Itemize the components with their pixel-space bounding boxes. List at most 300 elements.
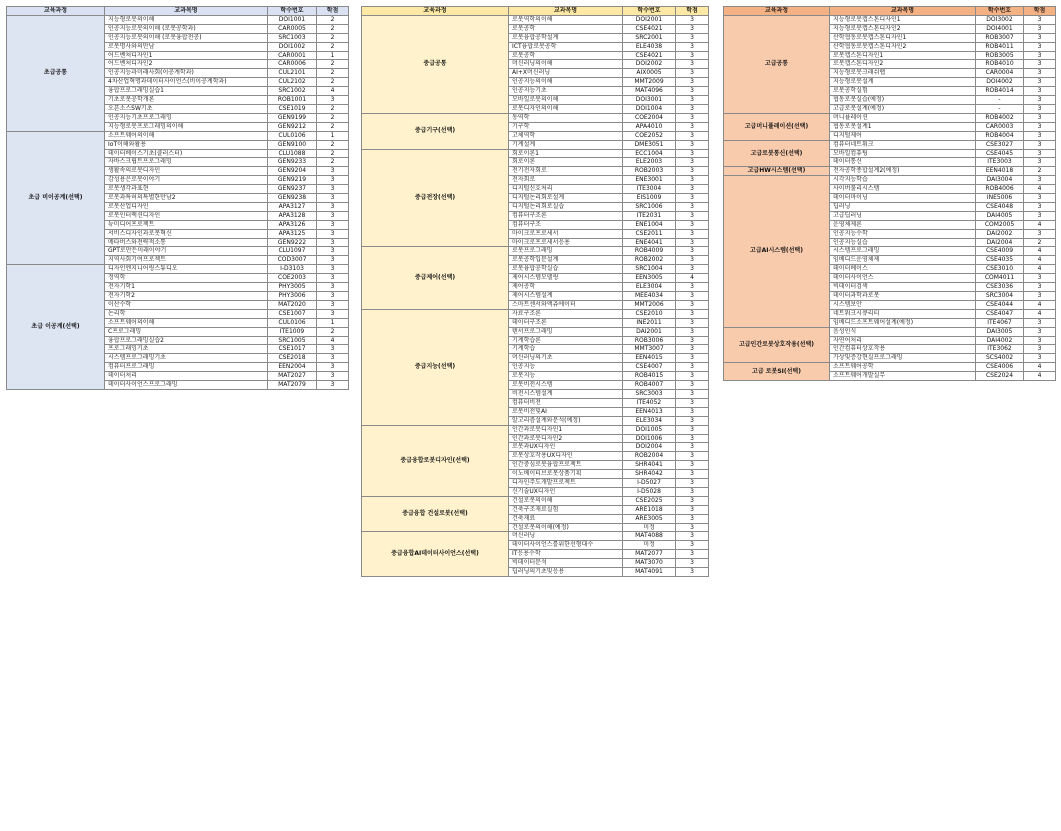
course-code-cell: ARE1018 [623, 505, 676, 514]
course-name-cell: 로봇산업디자인 [105, 202, 268, 211]
course-code-cell: GEN9222 [268, 238, 317, 247]
credit-cell: 3 [676, 149, 709, 158]
course-code-cell: EEN4013 [623, 407, 676, 416]
credit-cell: 3 [676, 300, 709, 309]
course-code-cell: COE2003 [268, 274, 317, 283]
course-code-cell: ROB4002 [976, 113, 1024, 122]
course-name-cell: 로봇역학의이해 [509, 15, 623, 24]
course-name-cell: 데이터베이스기초(클러스터) [105, 149, 268, 158]
course-code-cell: ELE3034 [623, 416, 676, 425]
course-code-cell: EEN4018 [976, 167, 1024, 176]
basic-curriculum-table [6, 6, 349, 390]
course-name-cell: 지능형로봇크래쉬랩 [830, 69, 976, 78]
course-name-cell: 로봇상호작용UX디자인 [509, 452, 623, 461]
course-name-cell: 서비스디자인과로봇혁신 [105, 229, 268, 238]
course-code-cell: SRC1003 [268, 33, 317, 42]
course-name-cell: 어드벤처디자인2 [105, 60, 268, 69]
course-code-cell: DOI2004 [623, 443, 676, 452]
credit-cell: 2 [317, 140, 349, 149]
advanced-curriculum-table [723, 6, 1056, 381]
header-group: 교육과정 [724, 7, 830, 16]
course-name-cell: 로봇과특허의특별한만남2 [105, 194, 268, 203]
course-code-cell: DOI3002 [976, 15, 1024, 24]
credit-cell: 3 [1024, 113, 1056, 122]
course-name-cell: 머신러닝 [509, 532, 623, 541]
group-cell: 중급전장(선택) [362, 149, 509, 247]
course-code-cell: APA3127 [268, 202, 317, 211]
course-name-cell: 시스템프로그래밍기초 [105, 354, 268, 363]
course-code-cell: COD3007 [268, 256, 317, 265]
credit-cell: 3 [676, 24, 709, 33]
course-name-cell: 자바스크립트프로그래밍 [105, 158, 268, 167]
group-cell: 중급융합로봇디자인(선택) [362, 425, 509, 496]
course-name-cell: 지능형로봇캡스톤디자인2 [830, 24, 976, 33]
credit-cell: 3 [317, 300, 349, 309]
credit-cell: 3 [317, 265, 349, 274]
credit-cell: 3 [676, 140, 709, 149]
credit-cell: 2 [317, 113, 349, 122]
course-code-cell: CSE4035 [976, 256, 1024, 265]
credit-cell: 3 [676, 389, 709, 398]
header-name: 교과목명 [509, 7, 623, 16]
course-code-cell: 미정 [623, 541, 676, 550]
course-name-cell: 산학협동로봇캡스톤디자인1 [830, 33, 976, 42]
credit-cell: 3 [676, 470, 709, 479]
course-name-cell: 고체역학 [509, 131, 623, 140]
course-name-cell: 소프트웨어공학 [830, 363, 976, 372]
course-name-cell: 감성용은로봇이야기 [105, 176, 268, 185]
course-name-cell: 회로이론 [509, 158, 623, 167]
credit-cell: 3 [1024, 140, 1056, 149]
course-code-cell: SRC1005 [268, 336, 317, 345]
course-code-cell: ITE1009 [268, 327, 317, 336]
course-name-cell: 사이버물리시스템 [830, 185, 976, 194]
table-row [362, 149, 709, 158]
credit-cell: 3 [317, 292, 349, 301]
table-row [724, 176, 1056, 185]
course-name-cell: 지능형로봇의이해 [105, 15, 268, 24]
course-name-cell: GPT로만든미래이야기 [105, 247, 268, 256]
group-cell: 중급제어(선택) [362, 247, 509, 309]
course-code-cell: ITE4052 [623, 398, 676, 407]
course-code-cell: CAR0006 [268, 60, 317, 69]
course-name-cell: 모바일로봇의이해 [509, 96, 623, 105]
credit-cell: 3 [1024, 211, 1056, 220]
course-code-cell: ITE3004 [623, 185, 676, 194]
course-code-cell: DOI3001 [623, 96, 676, 105]
credit-cell: 3 [676, 550, 709, 559]
group-cell: 고급 로봇SI(선택) [724, 363, 830, 381]
credit-cell: 3 [676, 176, 709, 185]
course-code-cell: ROB3006 [623, 336, 676, 345]
course-name-cell: 로봇프로그래밍 [509, 247, 623, 256]
credit-cell: 3 [317, 372, 349, 381]
credit-cell: 3 [317, 363, 349, 372]
credit-cell: 3 [317, 194, 349, 203]
course-code-cell: I-D5027 [623, 479, 676, 488]
credit-cell: 2 [317, 69, 349, 78]
credit-cell: 3 [1024, 96, 1056, 105]
course-code-cell: CSE4045 [976, 149, 1024, 158]
credit-cell: 2 [1024, 238, 1056, 247]
table-row [7, 131, 349, 140]
course-code-cell: ROB4007 [623, 381, 676, 390]
credit-cell: 3 [676, 336, 709, 345]
credit-cell: 3 [676, 292, 709, 301]
credit-cell: 3 [676, 327, 709, 336]
course-code-cell: APA3126 [268, 220, 317, 229]
course-code-cell: DAI4002 [976, 336, 1024, 345]
course-code-cell: ECC1004 [623, 149, 676, 158]
course-code-cell: ITE3003 [976, 158, 1024, 167]
course-name-cell: 로봇과UX디자인 [509, 443, 623, 452]
course-code-cell: ARE3005 [623, 514, 676, 523]
course-code-cell: MAT2027 [268, 372, 317, 381]
course-code-cell: ROB4014 [976, 87, 1024, 96]
course-name-cell: 뉴미디어프로젝트 [105, 220, 268, 229]
course-name-cell: 컴퓨터비전 [509, 398, 623, 407]
course-name-cell: 마이크로프로세서응용 [509, 238, 623, 247]
course-code-cell: ROB4015 [623, 372, 676, 381]
credit-cell: 4 [1024, 256, 1056, 265]
course-name-cell: 데이터처리 [105, 372, 268, 381]
course-name-cell: 건설로봇의이해(예정) [509, 523, 623, 532]
course-code-cell: CSE2025 [623, 496, 676, 505]
course-code-cell: CSE2018 [268, 354, 317, 363]
header-row [724, 7, 1056, 16]
course-name-cell: 소프트웨어의이해 [105, 318, 268, 327]
group-cell: 초급 이공계(선택) [7, 265, 105, 390]
table-row [362, 532, 709, 541]
course-name-cell: 데이터사이언스 [830, 274, 976, 283]
course-name-cell: 소프트웨어개발실무 [830, 372, 976, 381]
course-name-cell: 로봇공학 [509, 51, 623, 60]
course-code-cell: CAR0003 [976, 122, 1024, 131]
course-code-cell: DOI1002 [268, 42, 317, 51]
course-name-cell: 데이터사이언스프로그래밍 [105, 381, 268, 390]
course-name-cell: 건축구조재료실험 [509, 505, 623, 514]
credit-cell: 3 [676, 113, 709, 122]
course-code-cell: MAT4096 [623, 87, 676, 96]
course-name-cell: 로봇인터랙션디자인 [105, 211, 268, 220]
group-cell: 고급AI시스템(선택) [724, 176, 830, 327]
course-code-cell: ITE4067 [976, 318, 1024, 327]
credit-cell: 3 [1024, 292, 1056, 301]
course-name-cell: 인공지능로봇의이해 (로봇공학과) [105, 24, 268, 33]
course-code-cell: SHR4041 [623, 461, 676, 470]
course-name-cell: 모바일컴퓨팅 [830, 149, 976, 158]
credit-cell: 3 [676, 532, 709, 541]
credit-cell: 2 [317, 122, 349, 131]
course-name-cell: 논리학 [105, 309, 268, 318]
credit-cell: 1 [317, 318, 349, 327]
course-code-cell: ROB4004 [976, 131, 1024, 140]
course-name-cell: 데이터통신 [830, 158, 976, 167]
course-name-cell: 인간과로봇디자인2 [509, 434, 623, 443]
course-name-cell: 회로이론1 [509, 149, 623, 158]
course-code-cell: ROB2003 [623, 167, 676, 176]
credit-cell: 3 [676, 568, 709, 577]
course-name-cell: 운영체제론 [830, 220, 976, 229]
credit-cell: 3 [676, 220, 709, 229]
credit-cell: 3 [1024, 69, 1056, 78]
credit-cell: 3 [676, 211, 709, 220]
course-code-cell: PHY3006 [268, 292, 317, 301]
course-name-cell: 신기술UX디자인 [509, 487, 623, 496]
credit-cell: 3 [676, 479, 709, 488]
course-name-cell: 건축재료 [509, 514, 623, 523]
credit-cell: 3 [317, 229, 349, 238]
table-row [724, 15, 1056, 24]
course-code-cell: CUL2102 [268, 78, 317, 87]
course-name-cell: 디지털신호처리 [509, 185, 623, 194]
course-code-cell: DOI1006 [623, 434, 676, 443]
credit-cell: 3 [1024, 78, 1056, 87]
credit-cell: 3 [676, 69, 709, 78]
course-name-cell: 기초로봇공학개론 [105, 96, 268, 105]
course-name-cell: 마이크로프로세서 [509, 229, 623, 238]
course-code-cell: CSE4047 [976, 309, 1024, 318]
credit-cell: 3 [1024, 354, 1056, 363]
group-cell: 중급지능(선택) [362, 309, 509, 425]
course-name-cell: 빅데이터분석 [509, 559, 623, 568]
credit-cell: 3 [676, 33, 709, 42]
course-name-cell: IT응용수학 [509, 550, 623, 559]
course-code-cell: EIS1009 [623, 194, 676, 203]
course-code-cell: CSE3010 [976, 265, 1024, 274]
course-code-cell: CUL0106 [268, 318, 317, 327]
course-code-cell: ROB2004 [623, 452, 676, 461]
course-name-cell: 딥러닝 [830, 202, 976, 211]
credit-cell: 3 [676, 541, 709, 550]
course-code-cell: MEE4034 [623, 292, 676, 301]
group-cell: 중급융합 건설로봇(선택) [362, 496, 509, 532]
credit-cell: 3 [676, 265, 709, 274]
credit-cell: 4 [1024, 185, 1056, 194]
course-name-cell: ICT융합로봇공학 [509, 42, 623, 51]
credit-cell: 2 [317, 104, 349, 113]
course-name-cell: 인공지능 [509, 363, 623, 372]
credit-cell: 3 [676, 122, 709, 131]
course-code-cell: EEN3005 [623, 274, 676, 283]
course-name-cell: 인공지능로봇의이해 (로봇융합전공) [105, 33, 268, 42]
course-code-cell: GEN9199 [268, 113, 317, 122]
course-name-cell: 전자기학1 [105, 283, 268, 292]
credit-cell: 3 [676, 51, 709, 60]
group-cell: 초급공통 [7, 15, 105, 131]
course-code-cell: GEN9238 [268, 194, 317, 203]
course-name-cell: 산학협동로봇캡스톤디자인2 [830, 42, 976, 51]
course-code-cell: ROB4006 [976, 185, 1024, 194]
credit-cell: 3 [676, 15, 709, 24]
credit-cell: 3 [1024, 229, 1056, 238]
table-row [724, 167, 1056, 176]
course-name-cell: 시스템보안 [830, 300, 976, 309]
credit-cell: 3 [676, 452, 709, 461]
course-code-cell: I-D3103 [268, 265, 317, 274]
course-name-cell: 인공지능수학 [830, 229, 976, 238]
course-name-cell: 이노베이티브로봇상품기획 [509, 470, 623, 479]
credit-cell: 3 [676, 318, 709, 327]
credit-cell: 3 [1024, 176, 1056, 185]
course-code-cell: MAT4091 [623, 568, 676, 577]
course-code-cell: PHY3005 [268, 283, 317, 292]
intermediate-curriculum-table [361, 6, 709, 577]
credit-cell: 3 [1024, 87, 1056, 96]
course-code-cell: MMT2006 [623, 300, 676, 309]
credit-cell: 3 [317, 345, 349, 354]
course-name-cell: 임베디드운영체제 [830, 256, 976, 265]
credit-cell: 3 [676, 496, 709, 505]
credit-cell: 3 [676, 229, 709, 238]
course-name-cell: 로봇비전시스템 [509, 381, 623, 390]
course-code-cell: CAR0001 [268, 51, 317, 60]
credit-cell: 4 [1024, 300, 1056, 309]
credit-cell: 3 [1024, 274, 1056, 283]
group-cell: 고급공통 [724, 15, 830, 113]
course-name-cell: 전자회로 [509, 176, 623, 185]
course-code-cell: CSE2011 [623, 229, 676, 238]
course-name-cell: 지능형로봇캡스톤디자인1 [830, 15, 976, 24]
credit-cell: 3 [1024, 283, 1056, 292]
course-name-cell: 자연어처리 [830, 336, 976, 345]
credit-cell: 3 [1024, 202, 1056, 211]
course-code-cell: DAI2001 [623, 327, 676, 336]
course-name-cell: 협동로봇실습(예정) [830, 96, 976, 105]
course-code-cell: CSE4048 [976, 202, 1024, 211]
table-row [362, 425, 709, 434]
credit-cell: 4 [1024, 309, 1056, 318]
credit-cell: 3 [317, 283, 349, 292]
group-cell: 고급HW시스템(선택) [724, 167, 830, 176]
course-code-cell: MMT3007 [623, 345, 676, 354]
course-name-cell: 지역사회기여프로젝트 [105, 256, 268, 265]
course-code-cell: CSE2010 [623, 309, 676, 318]
course-name-cell: 임베디드소프트웨어설계(예정) [830, 318, 976, 327]
credit-cell: 2 [317, 327, 349, 336]
course-name-cell: 고급로봇설계(예정) [830, 104, 976, 113]
credit-cell: 3 [676, 425, 709, 434]
credit-cell: 3 [676, 78, 709, 87]
course-code-cell: CSE4006 [976, 363, 1024, 372]
credit-cell: 3 [1024, 42, 1056, 51]
course-code-cell: APA3125 [268, 229, 317, 238]
course-name-cell: 머신러닝의이해 [509, 60, 623, 69]
credit-cell: 3 [676, 416, 709, 425]
credit-cell: 2 [317, 149, 349, 158]
course-code-cell: SRC2001 [623, 33, 676, 42]
course-name-cell: 지능형로봇프로그래밍의이해 [105, 122, 268, 131]
credit-cell: 3 [1024, 158, 1056, 167]
course-code-cell: DAI2004 [976, 238, 1024, 247]
course-name-cell: 메타버스와전략적소통 [105, 238, 268, 247]
credit-cell: 3 [676, 131, 709, 140]
credit-cell: 3 [676, 202, 709, 211]
course-code-cell: CSE4021 [623, 51, 676, 60]
course-code-cell: DOI1005 [623, 425, 676, 434]
table-row [362, 15, 709, 24]
course-code-cell: DAI4005 [976, 211, 1024, 220]
course-code-cell: DAI2002 [976, 229, 1024, 238]
course-name-cell: 인공지능의이해 [509, 78, 623, 87]
credit-cell: 3 [676, 185, 709, 194]
course-name-cell: 데이터베이스 [830, 265, 976, 274]
credit-cell: 3 [317, 238, 349, 247]
course-code-cell: - [976, 96, 1024, 105]
table-row [7, 265, 349, 274]
table-row [362, 247, 709, 256]
header-credit: 학점 [317, 7, 349, 16]
course-name-cell: 디지털논리회로실습 [509, 202, 623, 211]
credit-cell: 3 [317, 220, 349, 229]
course-code-cell: DOI2001 [623, 15, 676, 24]
course-name-cell: 로봇디자인의이해 [509, 104, 623, 113]
header-code: 학수번호 [268, 7, 317, 16]
credit-cell: 3 [1024, 336, 1056, 345]
course-name-cell: 로봇명사와의만남 [105, 42, 268, 51]
course-name-cell: 딥러닝의기초및응용 [509, 568, 623, 577]
course-name-cell: 시각지능학습 [830, 176, 976, 185]
course-code-cell: MAT4088 [623, 532, 676, 541]
course-code-cell: DAI3004 [976, 176, 1024, 185]
course-name-cell: 디지털제어 [830, 131, 976, 140]
credit-cell: 2 [317, 60, 349, 69]
course-name-cell: 로봇비전및AI [509, 407, 623, 416]
credit-cell: 3 [676, 60, 709, 69]
course-name-cell: 데이터과학과로봇 [830, 292, 976, 301]
credit-cell: 3 [1024, 327, 1056, 336]
credit-cell: 3 [676, 96, 709, 105]
course-code-cell: CUL2101 [268, 69, 317, 78]
course-name-cell: 정역학 [105, 274, 268, 283]
course-code-cell: CAR0005 [268, 24, 317, 33]
course-code-cell: ITE2031 [623, 211, 676, 220]
course-code-cell: CSE4044 [976, 300, 1024, 309]
credit-cell: 4 [317, 336, 349, 345]
credit-cell: 3 [676, 158, 709, 167]
credit-cell: 3 [317, 167, 349, 176]
credit-cell: 4 [676, 274, 709, 283]
course-code-cell: APA3128 [268, 211, 317, 220]
header-group: 교육과정 [7, 7, 105, 16]
course-name-cell: 네트워크시큐리티 [830, 309, 976, 318]
course-code-cell: SRC3003 [623, 389, 676, 398]
course-name-cell: 인간중심로봇융합프로젝트 [509, 461, 623, 470]
course-name-cell: 컴퓨터프로그래밍 [105, 363, 268, 372]
credit-cell: 3 [317, 185, 349, 194]
credit-cell: 3 [317, 202, 349, 211]
course-code-cell: COE2004 [623, 113, 676, 122]
course-name-cell: 동역학 [509, 113, 623, 122]
credit-cell: 2 [317, 42, 349, 51]
course-code-cell: ROB4011 [976, 42, 1024, 51]
credit-cell: 3 [676, 407, 709, 416]
credit-cell: 3 [1024, 104, 1056, 113]
course-name-cell: 로봇공학입문설계 [509, 256, 623, 265]
credit-cell: 2 [317, 24, 349, 33]
course-code-cell: SRC1006 [623, 202, 676, 211]
group-cell: 초급 비이공계(선택) [7, 131, 105, 265]
course-code-cell: DME3051 [623, 140, 676, 149]
course-code-cell: - [976, 104, 1024, 113]
table-row [724, 113, 1056, 122]
credit-cell: 2 [317, 33, 349, 42]
course-name-cell: 로봇융합공학실습 [509, 265, 623, 274]
course-name-cell: IoT이해와활용 [105, 140, 268, 149]
header-credit: 학점 [676, 7, 709, 16]
credit-cell: 3 [1024, 24, 1056, 33]
credit-cell: 4 [1024, 363, 1056, 372]
